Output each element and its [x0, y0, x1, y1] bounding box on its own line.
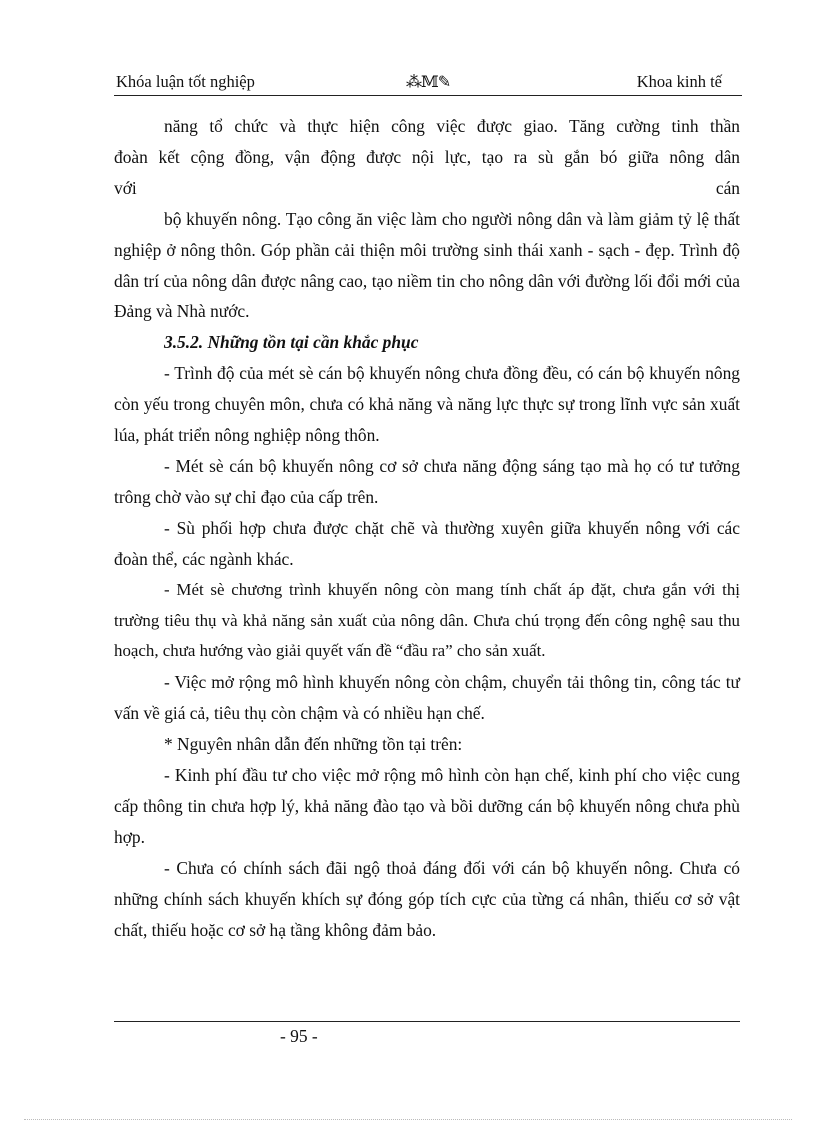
footer-rule [114, 1021, 740, 1022]
header-left-text: Khóa luận tốt nghiệp [116, 72, 255, 91]
header-right-text: Khoa kinh tế [636, 72, 722, 91]
page-number: - 95 - [280, 1026, 318, 1046]
section-heading: 3.5.2. Những tồn tại cần khắc phục [164, 332, 419, 353]
paragraph: bộ khuyến nông. Tạo công ăn việc làm cho người nông dân và làm giảm tỷ lệ thất nghiệp ở nông thôn. Góp phần cải thiện môi trường sinh thái xanh - sạch - đẹp. Trình độ dân trí của nông dân được nâng cao, tạo niềm tin cho nông dân với đường lối đổi mới của Đảng và Nhà nước. [114, 208, 740, 322]
document-body [114, 111, 740, 945]
page-header [114, 70, 742, 96]
list-item: * Nguyên nhân dẫn đến những tồn tại trên: [164, 734, 463, 755]
header-rule [114, 95, 742, 96]
list-item: - Trình độ của mét sè cán bộ khuyến nông chưa đồng đều, có cán bộ khuyến nông còn yếu trong chuyên môn, chưa có khả năng và năng lực thực sự trong lĩnh vực sản xuất lúa, phát triển nông nghiệp nông thôn. [114, 363, 740, 446]
list-item: - Việc mở rộng mô hình khuyến nông còn chậm, chuyển tải thông tin, công tác tư vấn về giá cả, tiêu thụ còn chậm và có nhiều hạn chế. [114, 672, 740, 724]
list-item: - Chưa có chính sách đãi ngộ thoả đáng đối với cán bộ khuyến nông. Chưa có những chính sách khuyến khích sự đóng góp tích cực của từng cá nhân, thiếu cơ sở vật chất, thiếu hoặc cơ sở hạ tầng không đảm bảo. [114, 857, 740, 940]
paragraph-line: đoàn kết cộng đồng, vận động được nội lực, tạo ra sù gắn bó giữa nông dân [114, 146, 740, 167]
list-item: - Kinh phí đầu tư cho việc mở rộng mô hình còn hạn chế, kinh phí cho việc cung cấp thông tin chưa hợp lý, khả năng đào tạo và bồi dưỡng cán bộ khuyến nông chưa phù hợp. [114, 765, 740, 847]
list-item: - Mét sè cán bộ khuyến nông cơ sở chưa năng động sáng tạo mà họ có tư tưởng trông chờ vào sự chỉ đạo của cấp trên. [114, 455, 740, 507]
list-item: - Sù phối hợp chưa được chặt chẽ và thường xuyên giữa khuyến nông với các đoàn thể, các ngành khác. [114, 517, 740, 569]
paragraph-line: năng tổ chức và thực hiện công việc được giao. Tăng cường tinh thần [164, 116, 740, 136]
page-edge-divider [24, 1119, 792, 1120]
list-item: - Mét sè chương trình khuyến nông còn mang tính chất áp đặt, chưa gắn với thị trường tiêu thụ và khả năng sản xuất của nông dân. Chưa chú trọng đến công nghệ sau thu hoạch, chưa hướng vào giải quyết vấn đề “đầu ra” cho sản xuất. [114, 579, 740, 661]
book-ornament-icon: ⁂𝕄✎ [406, 74, 451, 91]
paragraph-word: cán [715, 177, 740, 198]
paragraph-line-split [114, 173, 740, 204]
paragraph-word: với [114, 177, 137, 198]
